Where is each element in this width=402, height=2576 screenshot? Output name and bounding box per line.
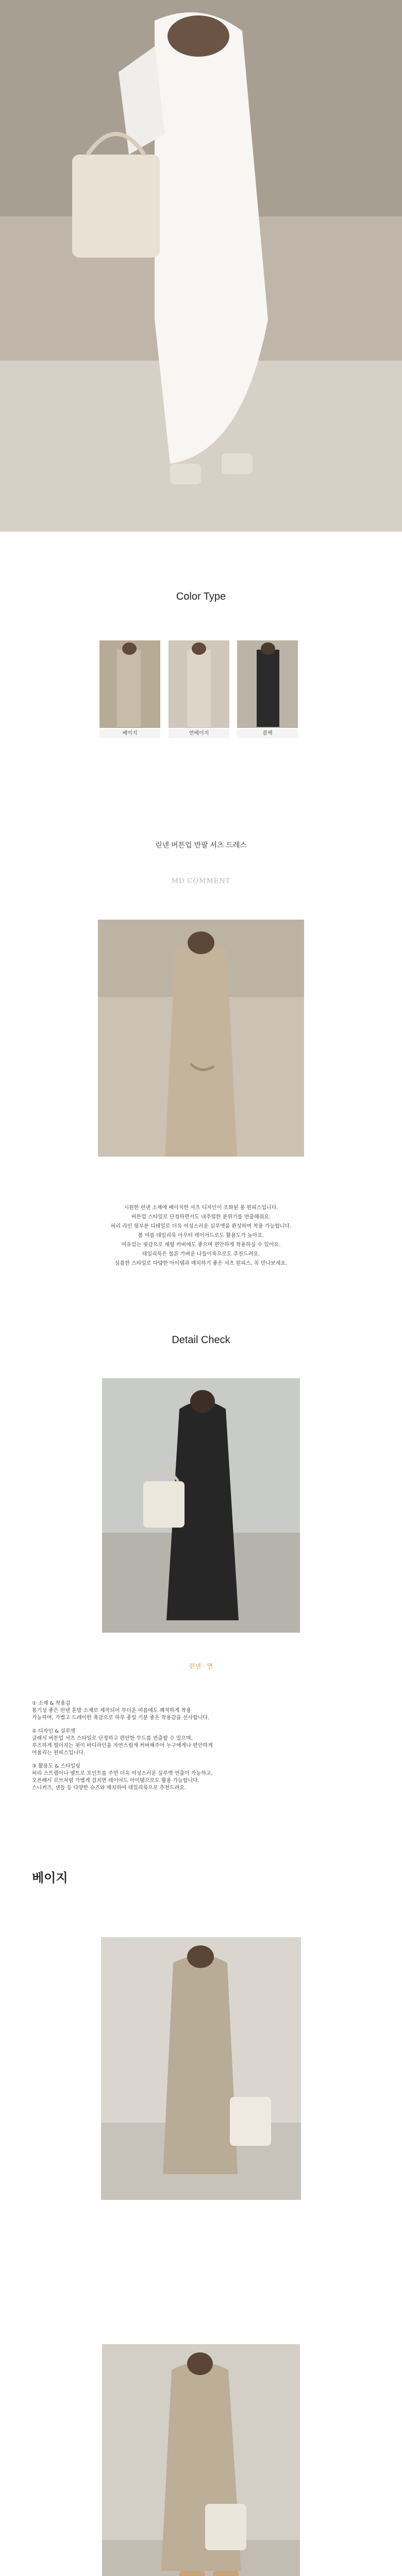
note-line: 스니커즈, 샌들 등 다양한 슈즈와 매치하여 데일리룩으로 추천드려요. <box>32 1785 187 1791</box>
hero-photo <box>0 0 402 532</box>
product-description <box>0 1204 402 1268</box>
description-line: 버튼업 스타일로 단정하면서도 내추럴한 분위기를 연출해줘요. <box>131 1214 271 1220</box>
color-swatch-label: 블랙 <box>237 729 298 738</box>
description-line: 봄 여름 데일리룩 아우터 레이어드로도 활용도가 높아요. <box>138 1233 264 1239</box>
beige-photo-2 <box>102 2344 300 2576</box>
md-comment-heading: MD COMMENT <box>171 877 231 885</box>
description-line: 심플한 스타일로 다양한 아이템과 매치하기 좋은 셔츠 원피스, 꼭 만나보세요. <box>114 1261 288 1266</box>
color-swatch-black-photo <box>237 640 298 728</box>
note-line: 허리 스트랩이나 벨트로 포인트를 주면 더욱 여성스러운 실루엣 연출이 가능하고, <box>32 1771 213 1776</box>
beige-section-title: 베이지 <box>32 1871 68 1885</box>
description-line: 데일리룩은 물론 가벼운 나들이룩으로도 추천드려요. <box>142 1251 260 1257</box>
note-line: 가능하며, 가볍고 드레이한 촉감으로 하루 종일 기분 좋은 착용감을 선사합니다. <box>32 1715 210 1721</box>
note-line: ① 소재 & 착용감 <box>32 1701 71 1706</box>
note-line: 클래식 버튼업 셔츠 스타일로 단정하고 편안한 무드를 연출할 수 있으며, <box>32 1736 193 1741</box>
color-type-title: Color Type <box>176 591 226 602</box>
note-line: 통기성 좋은 린넨 혼방 소재로 제작되어 무더운 여름에도 쾌적하게 착용 <box>32 1708 191 1714</box>
color-swatch-lightbeige-photo <box>169 640 229 728</box>
note-line: ③ 활용도 & 스타일링 <box>32 1764 80 1769</box>
fabric-label: 린넨 · 면 <box>189 1663 213 1670</box>
color-swatch-label: 연베이지 <box>169 729 229 738</box>
md-comment-photo <box>98 920 304 1157</box>
description-line: 허리 라인 뒷부분 디테일로 더욱 여성스러운 실루엣을 완성하며 착용 가능합니다. <box>110 1224 292 1229</box>
detail-notes <box>32 1700 274 1792</box>
product-name: 린넨 버튼업 반팔 셔츠 드레스 <box>155 841 247 849</box>
note-line: ② 디자인 & 실루엣 <box>32 1728 76 1734</box>
note-line: 루즈하게 떨어지는 핏이 바디라인을 자연스럽게 커버해주어 누구에게나 편안하게 <box>32 1743 213 1749</box>
beige-photo-1 <box>101 1937 301 2200</box>
detail-check-photo <box>102 1378 300 1633</box>
color-swatch-label: 베이지 <box>99 729 160 738</box>
note-line: 오픈해서 로브처럼 가볍게 걸치면 레이어드 아이템으로도 활용 가능합니다. <box>32 1778 199 1784</box>
description-line: 여유있는 핏감으로 체형 커버에도 좋으며 편안하게 착용하실 수 있어요. <box>121 1242 281 1248</box>
color-swatch-beige-photo <box>99 640 160 728</box>
note-line: 어울리는 원피스입니다. <box>32 1750 85 1756</box>
description-line: 시원한 린넨 소재에 베이직한 셔츠 디자인이 조화된 롱 원피스입니다. <box>124 1205 278 1211</box>
detail-check-title: Detail Check <box>172 1334 230 1346</box>
